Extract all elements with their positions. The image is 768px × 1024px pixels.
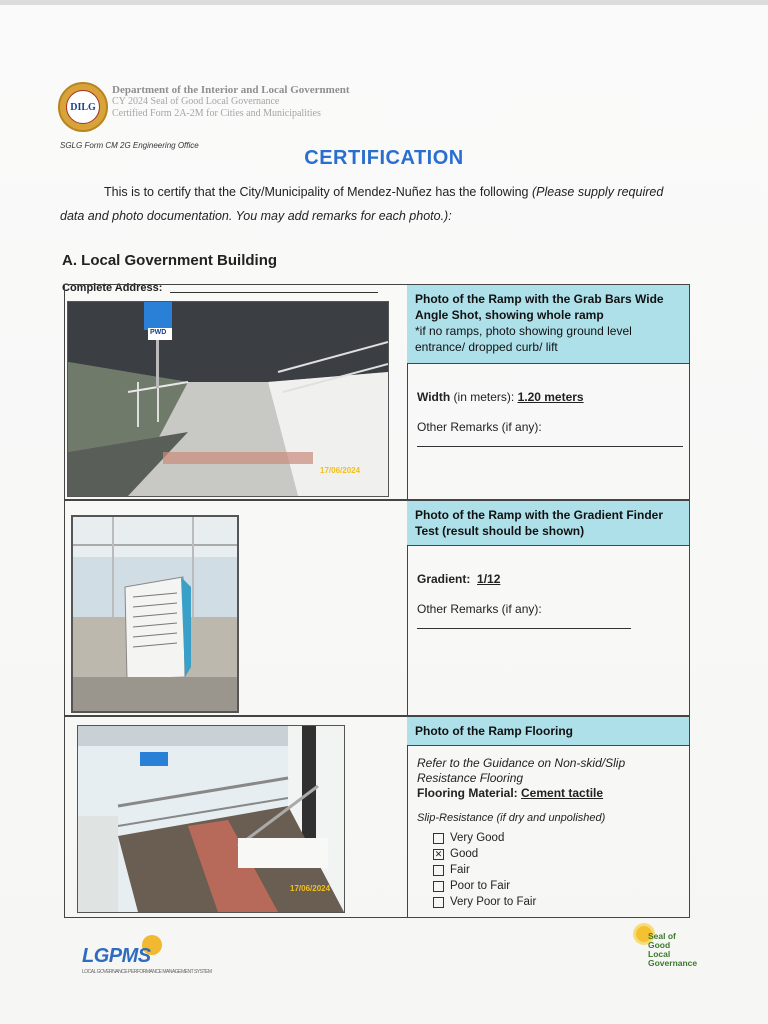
form-number: SGLG Form CM 2G Engineering Office <box>60 141 199 150</box>
sglg-logo <box>636 924 706 972</box>
width-unit: (in meters): <box>450 390 518 404</box>
sglg-wordmark: Seal of Good Local Governance <box>648 931 698 968</box>
scan-edge <box>0 0 768 5</box>
checkbox-checked[interactable]: ✕ <box>434 848 443 859</box>
row-body <box>407 746 689 918</box>
lgpms-logo <box>82 945 212 975</box>
photo-cell <box>65 717 408 917</box>
section-heading: A. Local Government Building <box>62 252 278 269</box>
info-cell <box>407 501 689 715</box>
intro-paragraph <box>60 180 690 228</box>
flooring-guidance: Refer to the Guidance on Non-skid/Slip Resistance Flooring <box>417 756 626 785</box>
checkbox[interactable] <box>433 865 444 876</box>
letterhead-form: Certified Form 2A-2M for Cities and Municipalities <box>112 108 321 119</box>
ramp-flooring-photo <box>77 725 345 913</box>
row-body <box>407 364 689 455</box>
row-header <box>407 285 689 364</box>
row-header-title: Photo of the Ramp with the Grab Bars Wide Angle Shot, showing whole ramp <box>415 292 664 322</box>
remarks-field[interactable] <box>417 616 631 629</box>
info-cell <box>407 717 689 917</box>
ramp-wide-photo <box>67 301 389 497</box>
dilg-seal-logo <box>58 82 108 132</box>
slip-resistance-options <box>417 830 679 910</box>
row-header <box>407 717 689 746</box>
gradient-finder-photo <box>71 515 239 713</box>
table-row <box>64 284 690 500</box>
letterhead-program: CY 2024 Seal of Good Local Governance <box>112 96 280 107</box>
photo-cell <box>65 285 408 499</box>
option-fair[interactable]: Fair <box>417 862 679 878</box>
page-title: CERTIFICATION <box>304 147 464 169</box>
gradient-value[interactable]: 1/12 <box>477 572 501 586</box>
table-row <box>64 716 690 918</box>
table-row <box>64 500 690 716</box>
remarks-field[interactable] <box>417 434 683 447</box>
option-good[interactable]: ✕ Good <box>434 847 479 860</box>
width-value[interactable]: 1.20 meters <box>517 390 584 404</box>
flooring-material-label: Flooring Material: <box>417 786 518 800</box>
pwd-sign-label: PWD <box>150 329 167 336</box>
letterhead <box>112 84 349 120</box>
info-cell <box>407 285 689 499</box>
letterhead-department: Department of the Interior and Local Government <box>112 84 350 96</box>
address-label: Complete Address: <box>62 282 163 294</box>
remarks-label: Other Remarks (if any): <box>417 602 542 616</box>
checkbox[interactable] <box>433 881 444 892</box>
option-poor-to-fair[interactable]: Poor to Fair <box>417 878 679 894</box>
photo-cell <box>65 501 408 715</box>
row-body <box>407 546 689 637</box>
row-header-note: *if no ramps, photo showing ground level entrance/ dropped curb/ lift <box>415 324 632 354</box>
row-header-title: Photo of the Ramp Flooring <box>415 724 573 738</box>
option-very-poor-to-fair[interactable]: Very Poor to Fair <box>417 894 679 910</box>
checkbox[interactable] <box>433 897 444 908</box>
seal-label: DILG <box>66 90 100 124</box>
intro-instructions: (Please supply required data and photo documentation. You may add remarks for each photo.): <box>60 185 664 223</box>
lgpms-tagline: LOCAL GOVERNANCE PERFORMANCE MANAGEMENT SYSTEM <box>82 969 212 975</box>
lgpms-wordmark: LGPMS <box>82 945 151 967</box>
width-label: Width <box>417 390 451 404</box>
row-header-title: Photo of the Ramp with the Gradient Finder Test (result should be shown) <box>415 508 663 538</box>
photo-datestamp: 17/06/2024 <box>290 884 331 893</box>
flooring-material-value[interactable]: Cement tactile <box>521 786 604 800</box>
gradient-label: Gradient: <box>417 572 471 586</box>
intro-text: This is to certify that the City/Municipality of Mendez-Nuñez has the following <box>104 185 532 199</box>
option-very-good[interactable]: Very Good <box>417 830 679 846</box>
gradient-photo-drawing <box>73 517 237 711</box>
row-header <box>407 501 689 546</box>
checkbox[interactable] <box>433 833 444 844</box>
photo-datestamp: 17/06/2024 <box>320 466 361 475</box>
remarks-label: Other Remarks (if any): <box>417 420 542 434</box>
slip-resistance-label: Slip-Resistance (if dry and unpolished) <box>417 812 606 824</box>
